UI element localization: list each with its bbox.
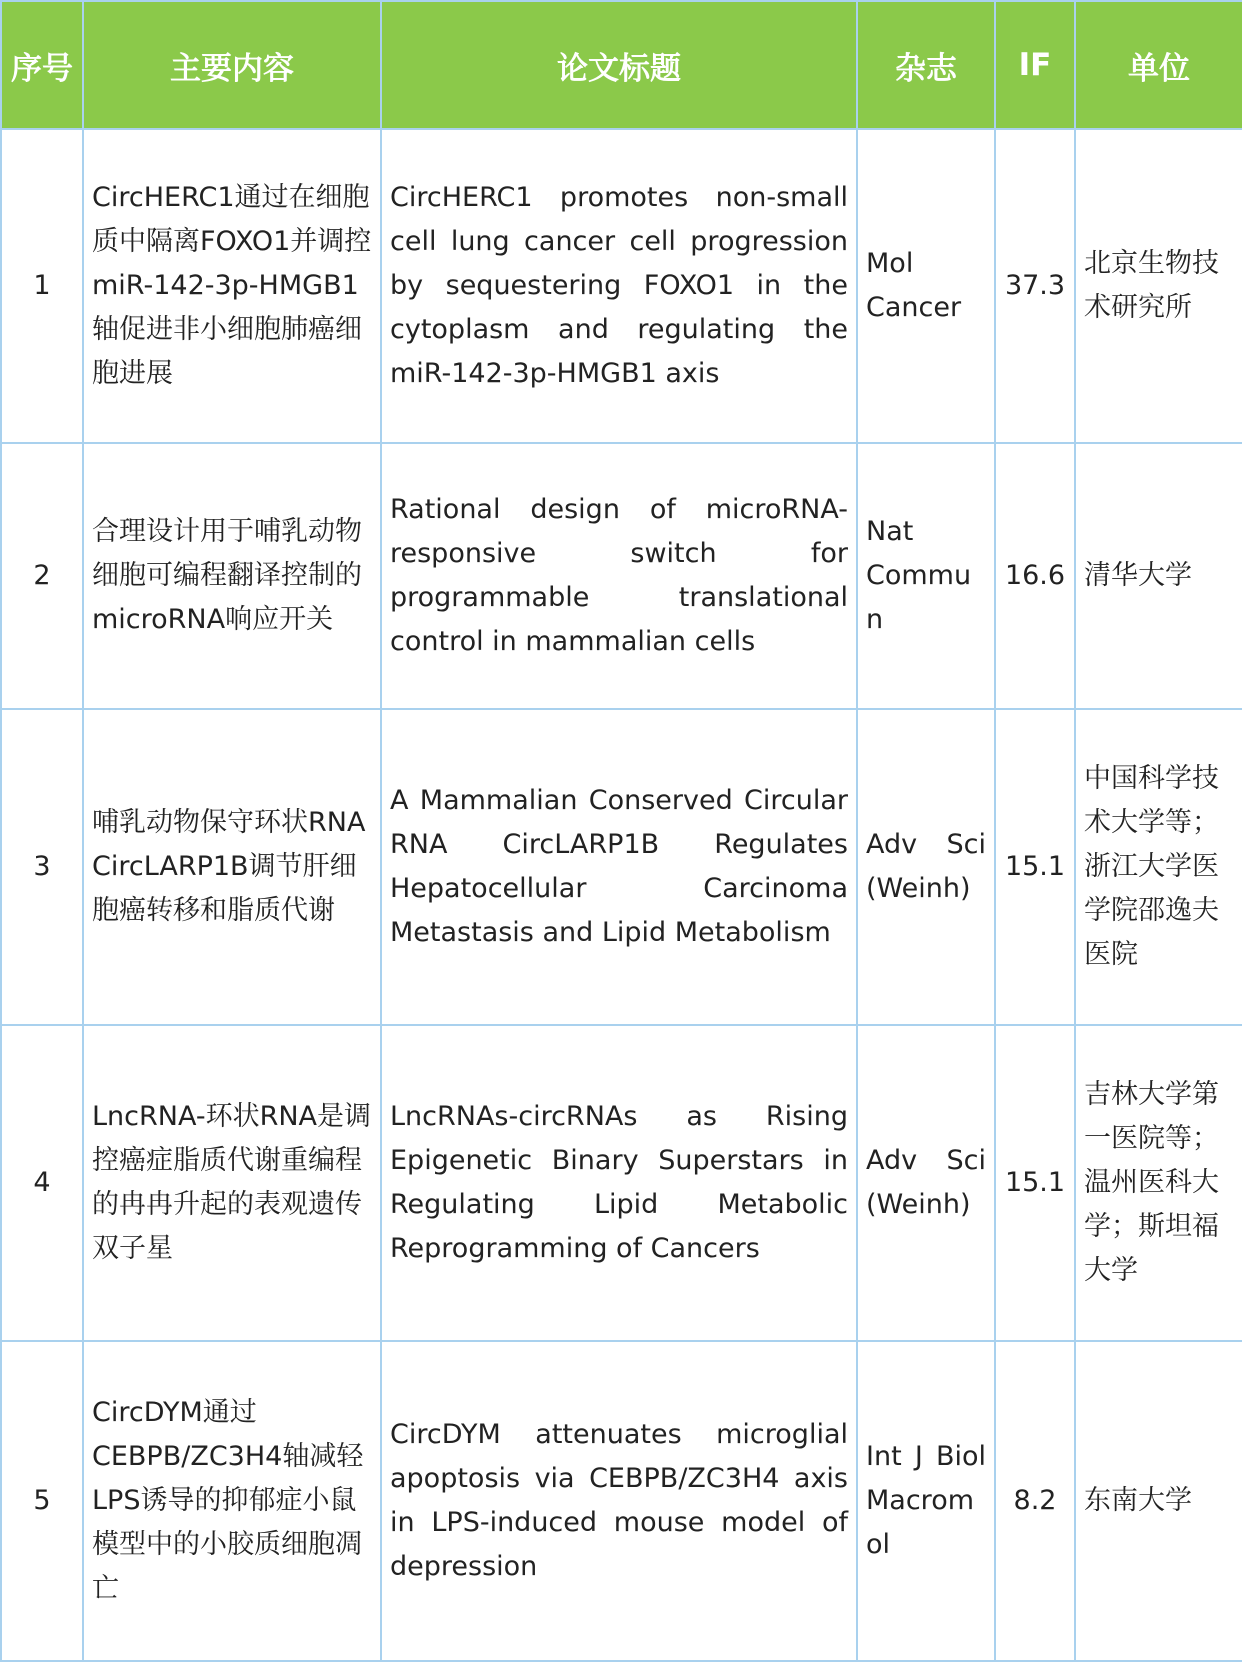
- cell-content: CircDYM通过CEBPB/ZC3H4轴减轻LPS诱导的抑郁症小鼠模型中的小胶质细胞凋亡: [83, 1341, 381, 1661]
- cell-journal: Int J Biol Macromol: [857, 1341, 995, 1661]
- cell-if: 15.1: [995, 709, 1075, 1025]
- header-if: IF: [995, 1, 1075, 129]
- header-content: 主要内容: [83, 1, 381, 129]
- cell-if: 16.6: [995, 443, 1075, 709]
- cell-if: 37.3: [995, 129, 1075, 443]
- cell-journal: Mol Cancer: [857, 129, 995, 443]
- cell-num: 4: [1, 1025, 83, 1341]
- header-row: [1, 1, 1242, 129]
- cell-journal: Nat Commun: [857, 443, 995, 709]
- table-row: [1, 1341, 1242, 1661]
- cell-num: 5: [1, 1341, 83, 1661]
- cell-if: 8.2: [995, 1341, 1075, 1661]
- cell-title: LncRNAs-circRNAs as Rising Epigenetic Binary Superstars in Regulating Lipid Metabolic Reprogramming of Cancers: [381, 1025, 857, 1341]
- cell-content: CircHERC1通过在细胞质中隔离FOXO1并调控miR-142-3p-HMGB1轴促进非小细胞肺癌细胞进展: [83, 129, 381, 443]
- cell-title: Rational design of microRNA-responsive switch for programmable translational control in mammalian cells: [381, 443, 857, 709]
- cell-content: 哺乳动物保守环状RNA CircLARP1B调节肝细胞癌转移和脂质代谢: [83, 709, 381, 1025]
- cell-unit: 中国科学技术大学等；浙江大学医学院邵逸夫医院: [1075, 709, 1242, 1025]
- cell-unit: 清华大学: [1075, 443, 1242, 709]
- table-row: [1, 129, 1242, 443]
- header-num: 序号: [1, 1, 83, 129]
- table-row: [1, 443, 1242, 709]
- cell-if: 15.1: [995, 1025, 1075, 1341]
- table-row: [1, 709, 1242, 1025]
- cell-num: 2: [1, 443, 83, 709]
- cell-num: 3: [1, 709, 83, 1025]
- cell-journal: Adv Sci (Weinh): [857, 709, 995, 1025]
- header-title: 论文标题: [381, 1, 857, 129]
- cell-content: 合理设计用于哺乳动物细胞可编程翻译控制的microRNA响应开关: [83, 443, 381, 709]
- cell-title: CircHERC1 promotes non-small cell lung cancer cell progression by sequestering FOXO1 in the cytoplasm and regulating the miR-142-3p-HMGB1 axis: [381, 129, 857, 443]
- cell-unit: 东南大学: [1075, 1341, 1242, 1661]
- cell-content: LncRNA-环状RNA是调控癌症脂质代谢重编程的冉冉升起的表观遗传双子星: [83, 1025, 381, 1341]
- cell-journal: Adv Sci (Weinh): [857, 1025, 995, 1341]
- cell-title: CircDYM attenuates microglial apoptosis via CEBPB/ZC3H4 axis in LPS-induced mouse model of depression: [381, 1341, 857, 1661]
- table-row: [1, 1025, 1242, 1341]
- header-journal: 杂志: [857, 1, 995, 129]
- header-unit: 单位: [1075, 1, 1242, 129]
- cell-unit: 北京生物技术研究所: [1075, 129, 1242, 443]
- cell-num: 1: [1, 129, 83, 443]
- cell-unit: 吉林大学第一医院等；温州医科大学；斯坦福大学: [1075, 1025, 1242, 1341]
- cell-title: A Mammalian Conserved Circular RNA CircLARP1B Regulates Hepatocellular Carcinoma Metastasis and Lipid Metabolism: [381, 709, 857, 1025]
